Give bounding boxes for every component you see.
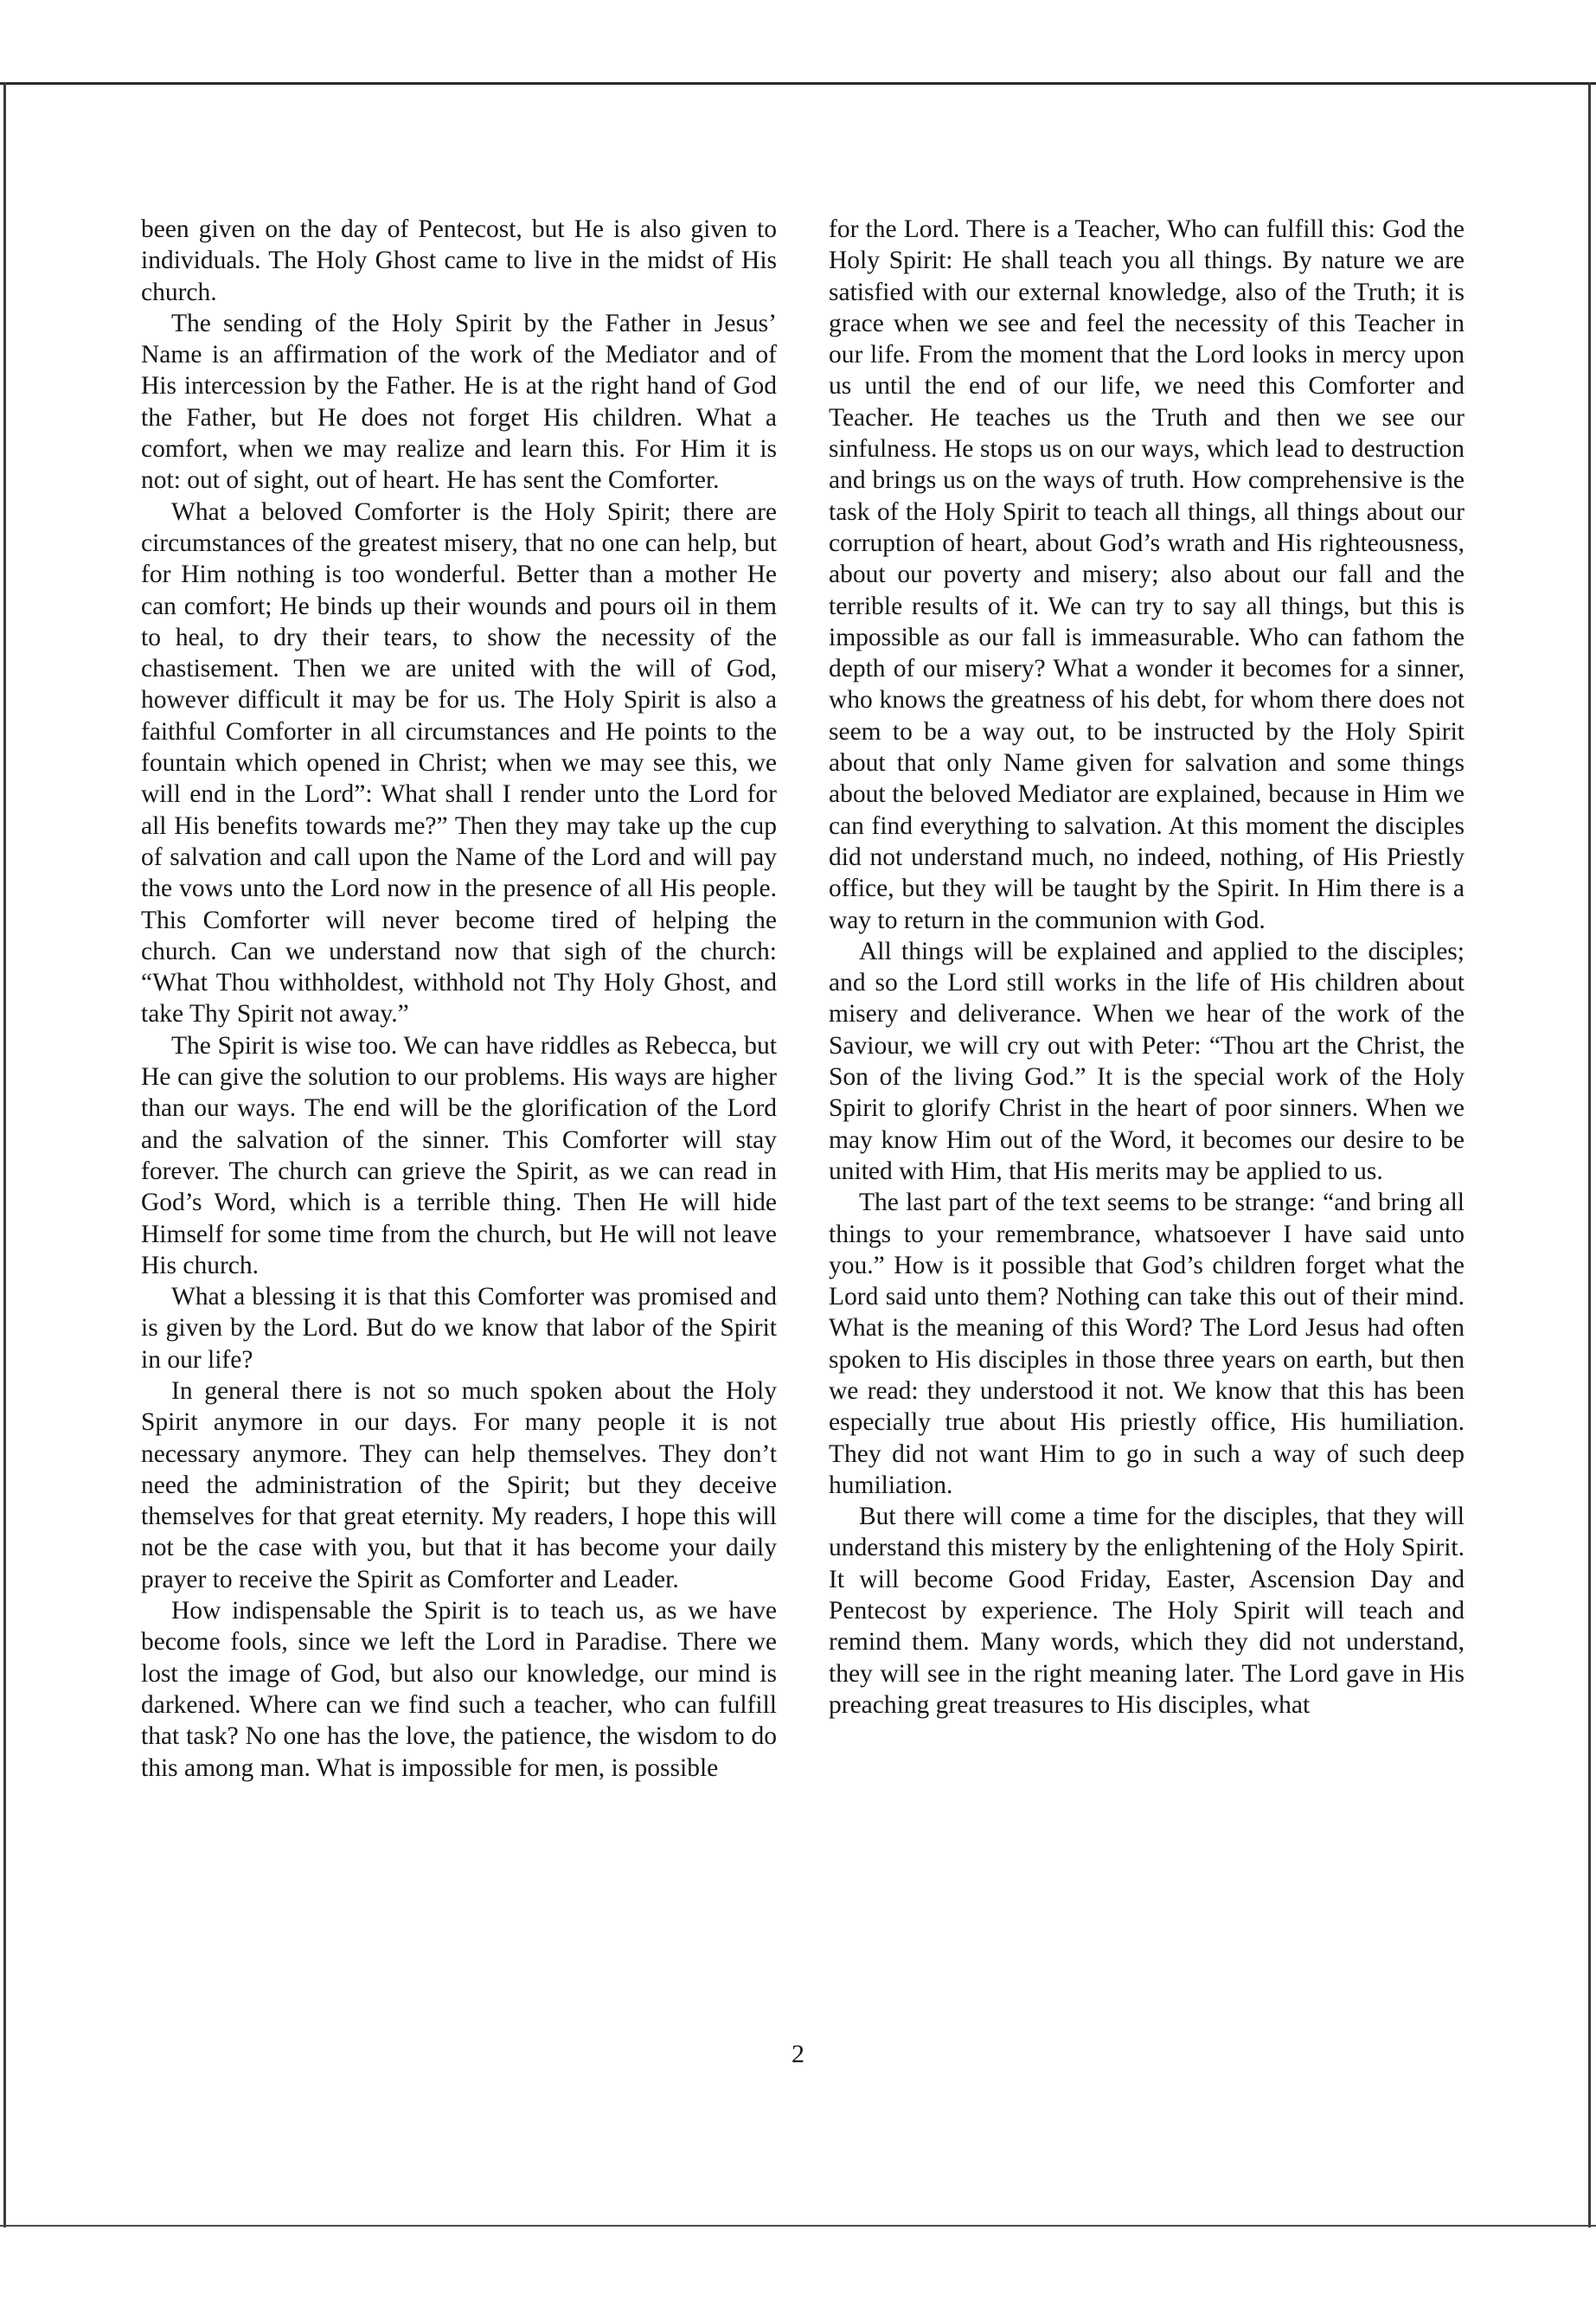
left-text-column <box>141 214 777 1784</box>
paragraph: How indispensable the Spirit is to teach us, as we have become fools, since we left the Lord in Paradise. There we lost the image of God, but also our knowledge, our mind is darkened. Where can we find such a teacher, who can fulfill that task? No one has the love, the patience, the wisdom to do this among man. What is impossible for men, is possible <box>141 1597 777 1782</box>
paragraph: The sending of the Holy Spirit by the Father in Jesus’ Name is an affirmation of the work of the Mediator and of His intercession by the Father. He is at the right hand of God the Father, but He does not forget His children. What a comfort, when we may realize and learn this. For Him it is not: out of sight, out of heart. He has sent the Comforter. <box>141 309 777 495</box>
paragraph: What a blessing it is that this Comforter was promised and is given by the Lord. But do we know that labor of the Spirit in our life? <box>141 1283 777 1374</box>
paragraph: The last part of the text seems to be strange: “and bring all things to your remembrance, whatsoever I have said unto you.” How is it possible that God’s children forget what the Lord said unto them? Nothing can take this out of their mind. What is the meaning of this Word? The Lord Jesus had often spoken to His disciples in those three years on earth, but then we read: they understood it not. We know that this has been especially true about His priestly office, His humiliation. They did not want Him to go in such a way of such deep humiliation. <box>829 1189 1465 1499</box>
scan-border-right <box>1588 82 1591 2227</box>
paragraph: The Spirit is wise too. We can have riddles as Rebecca, but He can give the solution to our problems. His ways are higher than our ways. The end will be the glorification of the Lord and the salvation of the sinner. This Comforter will stay forever. The church can grieve the Spirit, as we can read in God’s Word, which is a terrible thing. Then He will hide Himself for some time from the church, but He will not leave His church. <box>141 1031 777 1279</box>
paragraph: In general there is not so much spoken about the Holy Spirit anymore in our days. For many people it is not necessary anymore. They can help themselves. They don’t need the administration of the Spirit; but they deceive themselves for that great eternity. My readers, I hope this will not be the case with you, but that it has become your daily prayer to receive the Spirit as Comforter and Leader. <box>141 1376 777 1593</box>
paragraph: All things will be explained and applied to the disciples; and so the Lord still works in the life of His children about misery and deliverance. When we hear of the work of the Saviour, we will cry out with Peter: “Thou art the Christ, the Son of the living God.” It is the special work of the Holy Spirit to glorify Christ in the heart of poor sinners. When we may know Him out of the Word, it becomes our desire to be united with Him, that His merits may be applied to us. <box>829 937 1465 1185</box>
paragraph: for the Lord. There is a Teacher, Who can fulfill this: God the Holy Spirit: He shall teach you all things. By nature we are satisfied with our external knowledge, also of the Truth; it is grace when we see and feel the necessity of this Teacher in our life. From the moment that the Lord looks in mercy upon us until the end of our life, we need this Comforter and Teacher. He teaches us the Truth and then we see our sinfulness. He stops us on our ways, which lead to destruction and brings us on the ways of truth. How comprehensive is the task of the Holy Spirit to teach all things, all things about our corruption of heart, about God’s wrath and His righteousness, about our poverty and misery; also about our fall and the terrible results of it. We can try to say all things, but this is impossible as our fall is immeasurable. Who can fathom the depth of our misery? What a wonder it becomes for a sinner, who knows the greatness of his debt, for whom there does not seem to be a way out, to be instructed by the Holy Spirit about that only Name given for salvation and some things about the beloved Mediator are explained, because in Him we can find everything to salvation. At this moment the disciples did not understand much, no indeed, nothing, of His Priestly office, but they will be taught by the Spirit. In Him there is a way to return in the communion with God. <box>829 215 1465 934</box>
paragraph: But there will come a time for the disciples, that they will understand this mistery by the enlightening of the Holy Spirit. It will become Good Friday, Easter, Ascension Day and Pentecost by experience. The Holy Spirit will teach and remind them. Many words, which they did not understand, they will see in the right meaning later. The Lord gave in His preaching great treasures to His disciples, what <box>829 1503 1465 1719</box>
scan-border-bottom <box>0 2225 1596 2227</box>
scan-border-top <box>0 82 1596 85</box>
scan-border-left <box>3 82 6 2227</box>
paragraph: What a beloved Comforter is the Holy Spirit; there are circumstances of the greatest misery, that no one can help, but for Him nothing is too wonderful. Better than a mother He can comfort; He binds up their wounds and pours oil in them to heal, to dry their tears, to show the necessity of the chastisement. Then we are united with the will of God, however difficult it may be for us. The Holy Spirit is also a faithful Comforter in all circumstances and He points to the fountain which opened in Christ; when we may see this, we will end in the Lord”: What shall I render unto the Lord for all His benefits towards me?” Then they may take up the cup of salvation and call upon the Name of the Lord and will pay the vows unto the Lord now in the presence of all His people. This Comforter will never become tired of helping the church. Can we understand now that sigh of the church: “What Thou withholdest, withhold not Thy Holy Ghost, and take Thy Spirit not away.” <box>141 497 777 1029</box>
right-text-column <box>829 214 1465 1721</box>
page-number: 2 <box>792 2040 804 2068</box>
paragraph: been given on the day of Pentecost, but He is also given to individuals. The Holy Ghost came to live in the midst of His church. <box>141 215 777 306</box>
